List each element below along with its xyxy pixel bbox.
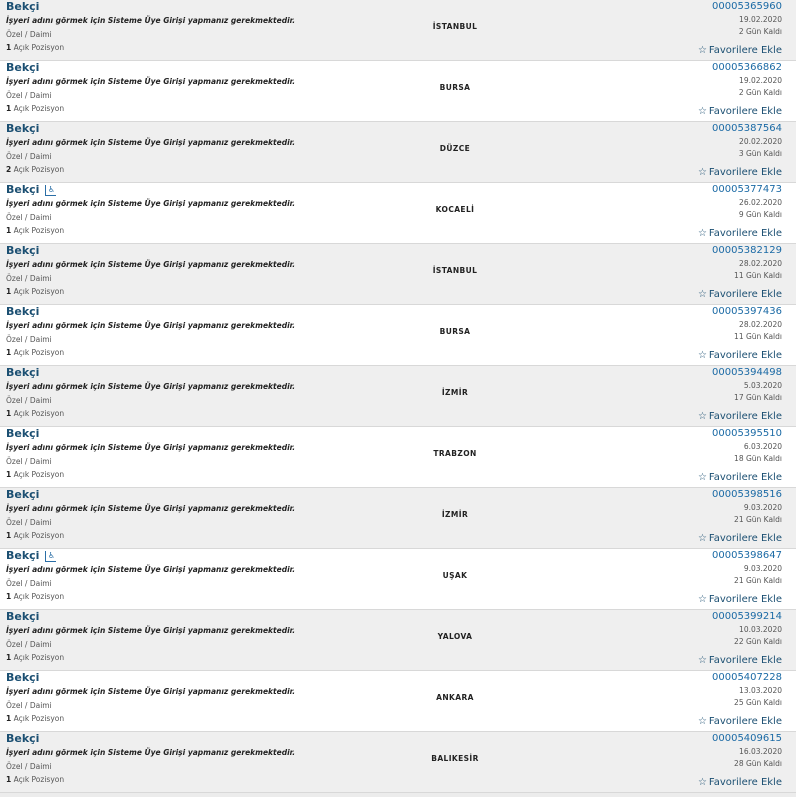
- favorite-label: Favorilere Ekle: [708, 289, 782, 300]
- employer-notice: İşyeri adını görmek için Sisteme Üye Girişi yapmanız gerekmektedir.: [6, 16, 296, 25]
- days-left: 17 Gün Kaldı: [734, 393, 782, 402]
- star-outline-icon: ☆: [697, 228, 707, 239]
- position-label: Açık Pozisyon: [13, 165, 65, 174]
- position-label: Açık Pozisyon: [13, 287, 65, 296]
- add-to-favorites-button[interactable]: [698, 105, 782, 118]
- listing-meta: [698, 549, 782, 606]
- employer-notice: İşyeri adını görmek için Sisteme Üye Girişi yapmanız gerekmektedir.: [6, 199, 296, 208]
- add-to-favorites-button[interactable]: [698, 44, 782, 57]
- days-left: 11 Gün Kaldı: [734, 271, 782, 280]
- title-wrap: [6, 427, 39, 441]
- listing-date: 28.02.2020: [739, 320, 782, 329]
- position-count: 1: [6, 592, 12, 601]
- listing-meta: [698, 122, 782, 179]
- job-listing-row: [0, 244, 796, 305]
- add-to-favorites-button[interactable]: [698, 288, 782, 301]
- listing-meta: [698, 427, 782, 484]
- title-wrap: [6, 488, 39, 502]
- job-listing-row: [0, 610, 796, 671]
- favorite-label: Favorilere Ekle: [708, 655, 782, 666]
- listing-number-link[interactable]: 00005366862: [712, 62, 782, 73]
- listing-number-link[interactable]: 00005409615: [712, 733, 782, 744]
- position-label: Açık Pozisyon: [13, 409, 65, 418]
- open-positions: [6, 470, 64, 479]
- job-title-link[interactable]: Bekçi: [6, 244, 40, 257]
- city: TRABZON: [433, 449, 477, 458]
- work-type: Özel / Daimi: [6, 213, 52, 222]
- favorite-label: Favorilere Ekle: [708, 228, 782, 239]
- job-listing-row: [0, 732, 796, 793]
- open-positions: [6, 43, 64, 52]
- listing-date: 19.02.2020: [739, 76, 782, 85]
- add-to-favorites-button[interactable]: [698, 715, 782, 728]
- position-label: Açık Pozisyon: [13, 43, 65, 52]
- job-listing-row: [0, 488, 796, 549]
- favorite-label: Favorilere Ekle: [708, 533, 782, 544]
- title-wrap: [6, 0, 39, 14]
- position-count: 2: [6, 165, 12, 174]
- favorite-label: Favorilere Ekle: [708, 716, 782, 727]
- open-positions: [6, 653, 64, 662]
- star-outline-icon: ☆: [697, 45, 707, 56]
- listing-date: 9.03.2020: [743, 564, 782, 573]
- work-type: Özel / Daimi: [6, 91, 52, 100]
- favorite-label: Favorilere Ekle: [708, 45, 782, 56]
- star-outline-icon: ☆: [697, 350, 707, 361]
- listing-meta: [698, 183, 782, 240]
- listing-date: 10.03.2020: [739, 625, 782, 634]
- job-title-link[interactable]: Bekçi: [6, 122, 40, 135]
- bottom-edge: [0, 793, 796, 797]
- listing-meta: [698, 610, 782, 667]
- job-title-link[interactable]: Bekçi: [6, 671, 40, 684]
- title-wrap: [6, 549, 56, 563]
- job-listing-row: [0, 122, 796, 183]
- open-positions: [6, 104, 64, 113]
- employer-notice: İşyeri adını görmek için Sisteme Üye Girişi yapmanız gerekmektedir.: [6, 138, 296, 147]
- listing-meta: [698, 305, 782, 362]
- favorite-label: Favorilere Ekle: [708, 167, 782, 178]
- position-count: 1: [6, 409, 12, 418]
- city: İSTANBUL: [432, 22, 478, 31]
- open-positions: [6, 531, 64, 540]
- title-wrap: [6, 366, 39, 380]
- star-outline-icon: ☆: [697, 716, 707, 727]
- open-positions: [6, 592, 64, 601]
- city: BURSA: [439, 327, 471, 336]
- open-positions: [6, 775, 64, 784]
- city: DÜZCE: [439, 144, 471, 153]
- listing-date: 28.02.2020: [739, 259, 782, 268]
- open-positions: [6, 714, 64, 723]
- job-listing-row: [0, 427, 796, 488]
- listing-meta: [698, 488, 782, 545]
- work-type: Özel / Daimi: [6, 701, 52, 710]
- favorite-label: Favorilere Ekle: [708, 411, 782, 422]
- title-wrap: [6, 610, 39, 624]
- employer-notice: İşyeri adını görmek için Sisteme Üye Girişi yapmanız gerekmektedir.: [6, 748, 296, 757]
- listing-meta: [698, 671, 782, 728]
- position-label: Açık Pozisyon: [13, 653, 65, 662]
- listing-date: 5.03.2020: [743, 381, 782, 390]
- days-left: 28 Gün Kaldı: [734, 759, 782, 768]
- star-outline-icon: ☆: [697, 106, 707, 117]
- job-listing-row: [0, 671, 796, 732]
- job-listing-row: [0, 61, 796, 122]
- listing-date: 26.02.2020: [739, 198, 782, 207]
- favorite-label: Favorilere Ekle: [708, 350, 782, 361]
- work-type: Özel / Daimi: [6, 152, 52, 161]
- position-label: Açık Pozisyon: [13, 348, 65, 357]
- job-listing-row: [0, 549, 796, 610]
- listing-date: 16.03.2020: [739, 747, 782, 756]
- city: BURSA: [439, 83, 471, 92]
- employer-notice: İşyeri adını görmek için Sisteme Üye Girişi yapmanız gerekmektedir.: [6, 77, 296, 86]
- position-count: 1: [6, 287, 12, 296]
- listing-meta: [698, 366, 782, 423]
- listing-date: 9.03.2020: [743, 503, 782, 512]
- job-title-link[interactable]: Bekçi: [6, 0, 40, 13]
- listing-date: 19.02.2020: [739, 15, 782, 24]
- listing-meta: [698, 244, 782, 301]
- listing-number-link[interactable]: 00005395510: [712, 428, 782, 439]
- listing-number-link[interactable]: 00005387564: [712, 123, 782, 134]
- add-to-favorites-button[interactable]: [698, 410, 782, 423]
- city: YALOVA: [437, 632, 473, 641]
- favorite-label: Favorilere Ekle: [708, 106, 782, 117]
- listing-number-link[interactable]: 00005398516: [712, 489, 782, 500]
- favorite-label: Favorilere Ekle: [708, 472, 782, 483]
- star-outline-icon: ☆: [697, 777, 707, 788]
- listing-number-link[interactable]: 00005398647: [712, 550, 782, 561]
- city: UŞAK: [442, 571, 468, 580]
- title-wrap: [6, 732, 39, 746]
- position-count: 1: [6, 104, 12, 113]
- position-label: Açık Pozisyon: [13, 226, 65, 235]
- job-title-link[interactable]: Bekçi: [6, 61, 40, 74]
- city: BALIKESİR: [431, 754, 479, 763]
- add-to-favorites-button[interactable]: [698, 471, 782, 484]
- work-type: Özel / Daimi: [6, 640, 52, 649]
- wheelchair-icon: ♿: [45, 551, 56, 562]
- add-to-favorites-button[interactable]: [698, 227, 782, 240]
- title-wrap: [6, 305, 39, 319]
- city: İZMİR: [441, 388, 469, 397]
- open-positions: [6, 226, 64, 235]
- position-label: Açık Pozisyon: [13, 592, 65, 601]
- open-positions: [6, 409, 64, 418]
- position-label: Açık Pozisyon: [13, 104, 65, 113]
- position-count: 1: [6, 653, 12, 662]
- position-count: 1: [6, 531, 12, 540]
- position-label: Açık Pozisyon: [13, 775, 65, 784]
- add-to-favorites-button[interactable]: [698, 349, 782, 362]
- job-title-link[interactable]: Bekçi: [6, 366, 40, 379]
- title-wrap: [6, 671, 39, 685]
- city: KOCAELİ: [435, 205, 475, 214]
- employer-notice: İşyeri adını görmek için Sisteme Üye Girişi yapmanız gerekmektedir.: [6, 321, 296, 330]
- open-positions: [6, 348, 64, 357]
- position-count: 1: [6, 226, 12, 235]
- listing-number-link[interactable]: 00005365960: [712, 1, 782, 12]
- star-outline-icon: ☆: [697, 167, 707, 178]
- title-wrap: [6, 122, 39, 136]
- listing-number-link[interactable]: 00005382129: [712, 245, 782, 256]
- work-type: Özel / Daimi: [6, 274, 52, 283]
- work-type: Özel / Daimi: [6, 762, 52, 771]
- employer-notice: İşyeri adını görmek için Sisteme Üye Girişi yapmanız gerekmektedir.: [6, 565, 296, 574]
- listing-date: 20.02.2020: [739, 137, 782, 146]
- wheelchair-icon: ♿: [45, 185, 56, 196]
- job-title-link[interactable]: Bekçi: [6, 610, 40, 623]
- open-positions: [6, 287, 64, 296]
- job-title-link[interactable]: Bekçi: [6, 427, 40, 440]
- star-outline-icon: ☆: [697, 411, 707, 422]
- work-type: Özel / Daimi: [6, 30, 52, 39]
- days-left: 2 Gün Kaldı: [738, 27, 782, 36]
- listing-meta: [698, 732, 782, 789]
- position-count: 1: [6, 714, 12, 723]
- days-left: 21 Gün Kaldı: [734, 515, 782, 524]
- add-to-favorites-button[interactable]: [698, 654, 782, 667]
- city: ANKARA: [436, 693, 474, 702]
- favorite-label: Favorilere Ekle: [708, 777, 782, 788]
- work-type: Özel / Daimi: [6, 518, 52, 527]
- employer-notice: İşyeri adını görmek için Sisteme Üye Girişi yapmanız gerekmektedir.: [6, 260, 296, 269]
- position-count: 1: [6, 43, 12, 52]
- listing-date: 6.03.2020: [743, 442, 782, 451]
- listing-number-link[interactable]: 00005397436: [712, 306, 782, 317]
- days-left: 3 Gün Kaldı: [738, 149, 782, 158]
- employer-notice: İşyeri adını görmek için Sisteme Üye Girişi yapmanız gerekmektedir.: [6, 504, 296, 513]
- position-count: 1: [6, 775, 12, 784]
- add-to-favorites-button[interactable]: [698, 776, 782, 789]
- days-left: 21 Gün Kaldı: [734, 576, 782, 585]
- star-outline-icon: ☆: [697, 655, 707, 666]
- work-type: Özel / Daimi: [6, 579, 52, 588]
- title-wrap: [6, 183, 56, 197]
- position-count: 1: [6, 348, 12, 357]
- employer-notice: İşyeri adını görmek için Sisteme Üye Girişi yapmanız gerekmektedir.: [6, 382, 296, 391]
- open-positions: [6, 165, 64, 174]
- listing-number-link[interactable]: 00005399214: [712, 611, 782, 622]
- star-outline-icon: ☆: [697, 594, 707, 605]
- job-listing-row: [0, 0, 796, 61]
- job-title-link[interactable]: Bekçi: [6, 488, 40, 501]
- job-title-link[interactable]: Bekçi: [6, 305, 40, 318]
- job-title-link[interactable]: Bekçi: [6, 732, 40, 745]
- listing-meta: [698, 61, 782, 118]
- listing-number-link[interactable]: 00005407228: [712, 672, 782, 683]
- city: İSTANBUL: [432, 266, 478, 275]
- days-left: 22 Gün Kaldı: [734, 637, 782, 646]
- add-to-favorites-button[interactable]: [698, 593, 782, 606]
- days-left: 9 Gün Kaldı: [738, 210, 782, 219]
- position-label: Açık Pozisyon: [13, 714, 65, 723]
- employer-notice: İşyeri adını görmek için Sisteme Üye Girişi yapmanız gerekmektedir.: [6, 687, 296, 696]
- listing-number-link[interactable]: 00005394498: [712, 367, 782, 378]
- days-left: 25 Gün Kaldı: [734, 698, 782, 707]
- add-to-favorites-button[interactable]: [698, 532, 782, 545]
- star-outline-icon: ☆: [697, 533, 707, 544]
- job-title-link[interactable]: Bekçi: [6, 549, 40, 562]
- position-label: Açık Pozisyon: [13, 531, 65, 540]
- work-type: Özel / Daimi: [6, 396, 52, 405]
- listing-date: 13.03.2020: [739, 686, 782, 695]
- star-outline-icon: ☆: [697, 472, 707, 483]
- position-label: Açık Pozisyon: [13, 470, 65, 479]
- days-left: 18 Gün Kaldı: [734, 454, 782, 463]
- job-listing-row: [0, 366, 796, 427]
- title-wrap: [6, 244, 39, 258]
- listing-meta: [698, 0, 782, 57]
- days-left: 2 Gün Kaldı: [738, 88, 782, 97]
- employer-notice: İşyeri adını görmek için Sisteme Üye Girişi yapmanız gerekmektedir.: [6, 626, 296, 635]
- job-listing-row: [0, 305, 796, 366]
- job-title-link[interactable]: Bekçi: [6, 183, 40, 196]
- work-type: Özel / Daimi: [6, 335, 52, 344]
- listing-number-link[interactable]: 00005377473: [712, 184, 782, 195]
- city: İZMİR: [441, 510, 469, 519]
- position-count: 1: [6, 470, 12, 479]
- star-outline-icon: ☆: [697, 289, 707, 300]
- add-to-favorites-button[interactable]: [698, 166, 782, 179]
- title-wrap: [6, 61, 39, 75]
- days-left: 11 Gün Kaldı: [734, 332, 782, 341]
- job-listing-row: [0, 183, 796, 244]
- work-type: Özel / Daimi: [6, 457, 52, 466]
- favorite-label: Favorilere Ekle: [708, 594, 782, 605]
- employer-notice: İşyeri adını görmek için Sisteme Üye Girişi yapmanız gerekmektedir.: [6, 443, 296, 452]
